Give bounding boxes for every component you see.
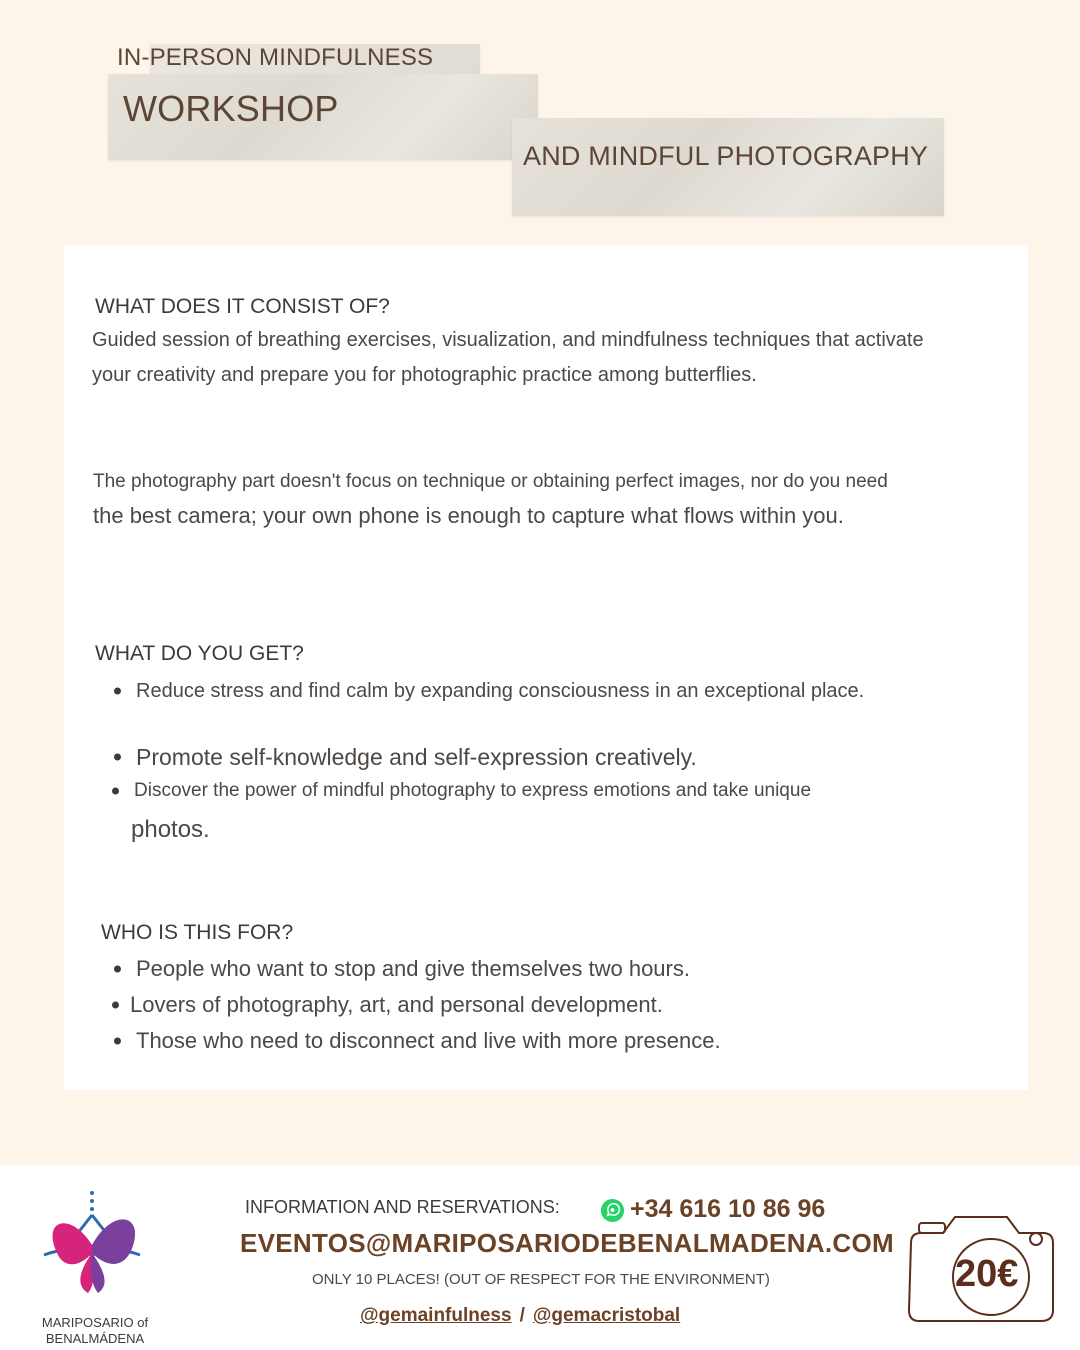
consist-paragraph-2-line-1: The photography part doesn't focus on technique or obtaining perfect images, nor do you need bbox=[93, 471, 888, 492]
price: 20€ bbox=[955, 1253, 1019, 1295]
section-title-who: WHO IS THIS FOR? bbox=[101, 921, 294, 944]
social-handle-gemainfulness[interactable]: @gemainfulness bbox=[360, 1305, 512, 1326]
info-label: INFORMATION AND RESERVATIONS: bbox=[245, 1197, 560, 1217]
list-item: Those who need to disconnect and live with more presence. bbox=[114, 1023, 721, 1059]
header-title: WORKSHOP bbox=[123, 88, 339, 129]
whatsapp-icon bbox=[600, 1198, 625, 1223]
footer bbox=[0, 1165, 1080, 1350]
logo-caption: MARIPOSARIO of BENALMÁDENA bbox=[41, 1315, 149, 1346]
social-handle-gemacristobal[interactable]: @gemacristobal bbox=[532, 1305, 681, 1326]
consist-paragraph-1: Guided session of breathing exercises, visualization, and mindfulness techniques that activate your creativity and prepare you for photographic practice among butterflies. bbox=[92, 329, 924, 386]
social-handles bbox=[360, 1305, 680, 1327]
phone-number[interactable]: +34 616 10 86 96 bbox=[630, 1195, 826, 1223]
handle-separator: / bbox=[519, 1305, 525, 1326]
email-link[interactable]: EVENTOS@MARIPOSARIODEBENALMADENA.COM bbox=[240, 1228, 894, 1258]
consist-paragraph-2-line-2: the best camera; your own phone is enough to capture what flows within you. bbox=[93, 503, 844, 528]
butterfly-logo-icon bbox=[30, 1185, 160, 1315]
list-item: Lovers of photography, art, and personal development. bbox=[112, 987, 721, 1023]
section-title-consist: WHAT DOES IT CONSIST OF? bbox=[95, 295, 390, 318]
get-list bbox=[112, 675, 864, 807]
list-item: Discover the power of mindful photography to express emotions and take unique bbox=[112, 775, 864, 807]
list-item: People who want to stop and give themselves two hours. bbox=[114, 951, 721, 987]
header-line-1: IN-PERSON MINDFULNESS bbox=[117, 44, 434, 71]
header-line-3: AND MINDFUL PHOTOGRAPHY bbox=[523, 141, 929, 171]
butterfly-logo bbox=[30, 1185, 160, 1346]
get-item-3-continuation: photos. bbox=[131, 816, 210, 843]
list-item: Reduce stress and find calm by expanding consciousness in an exceptional place. bbox=[114, 675, 864, 707]
content-card bbox=[64, 245, 1028, 1090]
section-title-get: WHAT DO YOU GET? bbox=[95, 642, 304, 665]
list-item: Promote self-knowledge and self-expression creatively. bbox=[114, 739, 864, 775]
places-note: ONLY 10 PLACES! (OUT OF RESPECT FOR THE ENVIRONMENT) bbox=[312, 1271, 770, 1288]
who-list bbox=[112, 951, 721, 1059]
